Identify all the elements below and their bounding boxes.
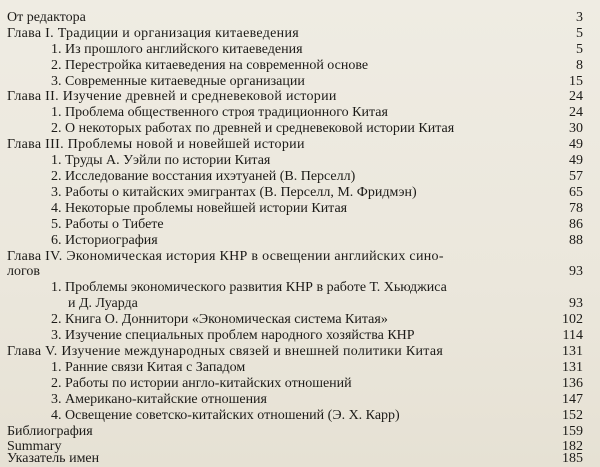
toc-entry-page: 5 bbox=[576, 26, 583, 41]
toc-entry-page: 131 bbox=[562, 360, 583, 375]
toc-entry-title: Глава IV. Экономическая история КНР в освещении английских сино- bbox=[7, 249, 444, 264]
toc-entry-title: 3. Современные китаеведные организации bbox=[51, 74, 305, 89]
toc-entry-title: 6. Историография bbox=[51, 233, 158, 248]
toc-entry-title: Глава III. Проблемы новой и новейшей истории bbox=[7, 137, 305, 152]
toc-entry-page: 30 bbox=[569, 121, 583, 136]
toc-entry-title: 2. Исследование восстания ихэтуаней (В. Перселл) bbox=[51, 169, 356, 184]
toc-entry-title: 2. О некоторых работах по древней и средневековой истории Китая bbox=[51, 121, 455, 136]
toc-entry-page: 8 bbox=[576, 58, 583, 73]
toc-chapter-3 bbox=[0, 137, 600, 153]
toc-section-continued bbox=[0, 296, 600, 312]
toc-entry-page: 88 bbox=[569, 233, 583, 248]
toc-entry-page: 65 bbox=[569, 185, 583, 200]
toc-entry-page: 159 bbox=[562, 424, 583, 439]
toc-entry-title: и Д. Луарда bbox=[68, 296, 138, 311]
toc-entry-page: 182 bbox=[562, 439, 583, 454]
toc-entry-page: 57 bbox=[569, 169, 583, 184]
toc-entry-title: 1. Проблема общественного строя традиционного Китая bbox=[51, 105, 388, 120]
toc-section bbox=[0, 169, 600, 185]
toc-entry-bibliography bbox=[0, 424, 600, 440]
toc-entry-page: 152 bbox=[562, 408, 583, 423]
toc-entry-page: 3 bbox=[576, 10, 583, 25]
toc-entry-page: 114 bbox=[562, 328, 583, 343]
toc-section bbox=[0, 376, 600, 392]
toc-entry-page: 185 bbox=[562, 451, 583, 466]
toc-entry-title: Глава II. Изучение древней и средневековой истории bbox=[7, 89, 337, 104]
toc-section bbox=[0, 185, 600, 201]
toc-entry-title: 5. Работы о Тибете bbox=[51, 217, 164, 232]
toc-entry-title: логов bbox=[7, 264, 40, 279]
toc-entry-page: 93 bbox=[569, 296, 583, 311]
toc-entry-title: 1. Труды А. Уэйли по истории Китая bbox=[51, 153, 271, 168]
toc-section bbox=[0, 408, 600, 424]
toc-entry-title: 1. Проблемы экономического развития КНР в работе Т. Хьюджиса bbox=[51, 280, 447, 295]
toc-section bbox=[0, 201, 600, 217]
toc-entry-page: 131 bbox=[562, 344, 583, 359]
toc-entry-page: 49 bbox=[569, 153, 583, 168]
toc-entry-title: Summary bbox=[7, 439, 62, 454]
toc-entry-page: 78 bbox=[569, 201, 583, 216]
toc-entry-page: 102 bbox=[562, 312, 583, 327]
toc-entry-title: 1. Ранние связи Китая с Западом bbox=[51, 360, 246, 375]
toc-entry-title: Глава I. Традиции и организация китаеведения bbox=[7, 26, 299, 41]
toc-entry-title: 4. Некоторые проблемы новейшей истории Китая bbox=[51, 201, 348, 216]
toc-entry-page: 24 bbox=[569, 105, 583, 120]
toc-section bbox=[0, 74, 600, 90]
toc-chapter-2 bbox=[0, 89, 600, 105]
toc-entry-editor bbox=[0, 10, 600, 26]
toc-section bbox=[0, 121, 600, 137]
toc-section bbox=[0, 328, 600, 344]
toc-chapter-4-continued bbox=[0, 264, 600, 280]
toc-entry-title: 2. Книга О. Доннитори «Экономическая система Китая» bbox=[51, 312, 388, 327]
toc-entry-page: 147 bbox=[562, 392, 583, 407]
toc-entry-page: 93 bbox=[569, 264, 583, 279]
toc-entry-title: 2. Работы по истории англо-китайских отношений bbox=[51, 376, 352, 391]
toc-section bbox=[0, 42, 600, 58]
toc-entry-title: 3. Изучение специальных проблем народного хозяйства КНР bbox=[51, 328, 415, 343]
toc-entry-title: 3. Работы о китайских эмигрантах (В. Перселл, М. Фридмэн) bbox=[51, 185, 417, 200]
toc-entry-index bbox=[0, 451, 600, 467]
toc-section bbox=[0, 312, 600, 328]
toc-section bbox=[0, 360, 600, 376]
toc-entry-page: 5 bbox=[576, 42, 583, 57]
toc-section bbox=[0, 233, 600, 249]
toc-entry-page: 86 bbox=[569, 217, 583, 232]
toc-entry-page: 49 bbox=[569, 137, 583, 152]
toc-section bbox=[0, 105, 600, 121]
toc-section bbox=[0, 58, 600, 74]
toc-entry-title: Библиография bbox=[7, 424, 93, 439]
toc-entry-title: 4. Освещение советско-китайских отношений (Э. Х. Карр) bbox=[51, 408, 400, 423]
toc-entry-title: Глава V. Изучение международных связей и внешней политики Китая bbox=[7, 344, 444, 359]
toc-entry-page: 24 bbox=[569, 89, 583, 104]
toc-chapter-5 bbox=[0, 344, 600, 360]
toc-section bbox=[0, 280, 600, 296]
toc-section bbox=[0, 217, 600, 233]
toc-chapter-4 bbox=[0, 249, 600, 265]
toc-section bbox=[0, 153, 600, 169]
toc-chapter-1 bbox=[0, 26, 600, 42]
toc-entry-title: 1. Из прошлого английского китаеведения bbox=[51, 42, 303, 57]
toc-entry-title: От редактора bbox=[7, 10, 86, 25]
toc-entry-page: 15 bbox=[569, 74, 583, 89]
toc-entry-page: 136 bbox=[562, 376, 583, 391]
toc-section bbox=[0, 392, 600, 408]
toc-entry-title: 2. Перестройка китаеведения на современной основе bbox=[51, 58, 369, 73]
toc-entry-title: 3. Американо-китайские отношения bbox=[51, 392, 267, 407]
toc-entry-title: Указатель имен bbox=[7, 451, 100, 466]
